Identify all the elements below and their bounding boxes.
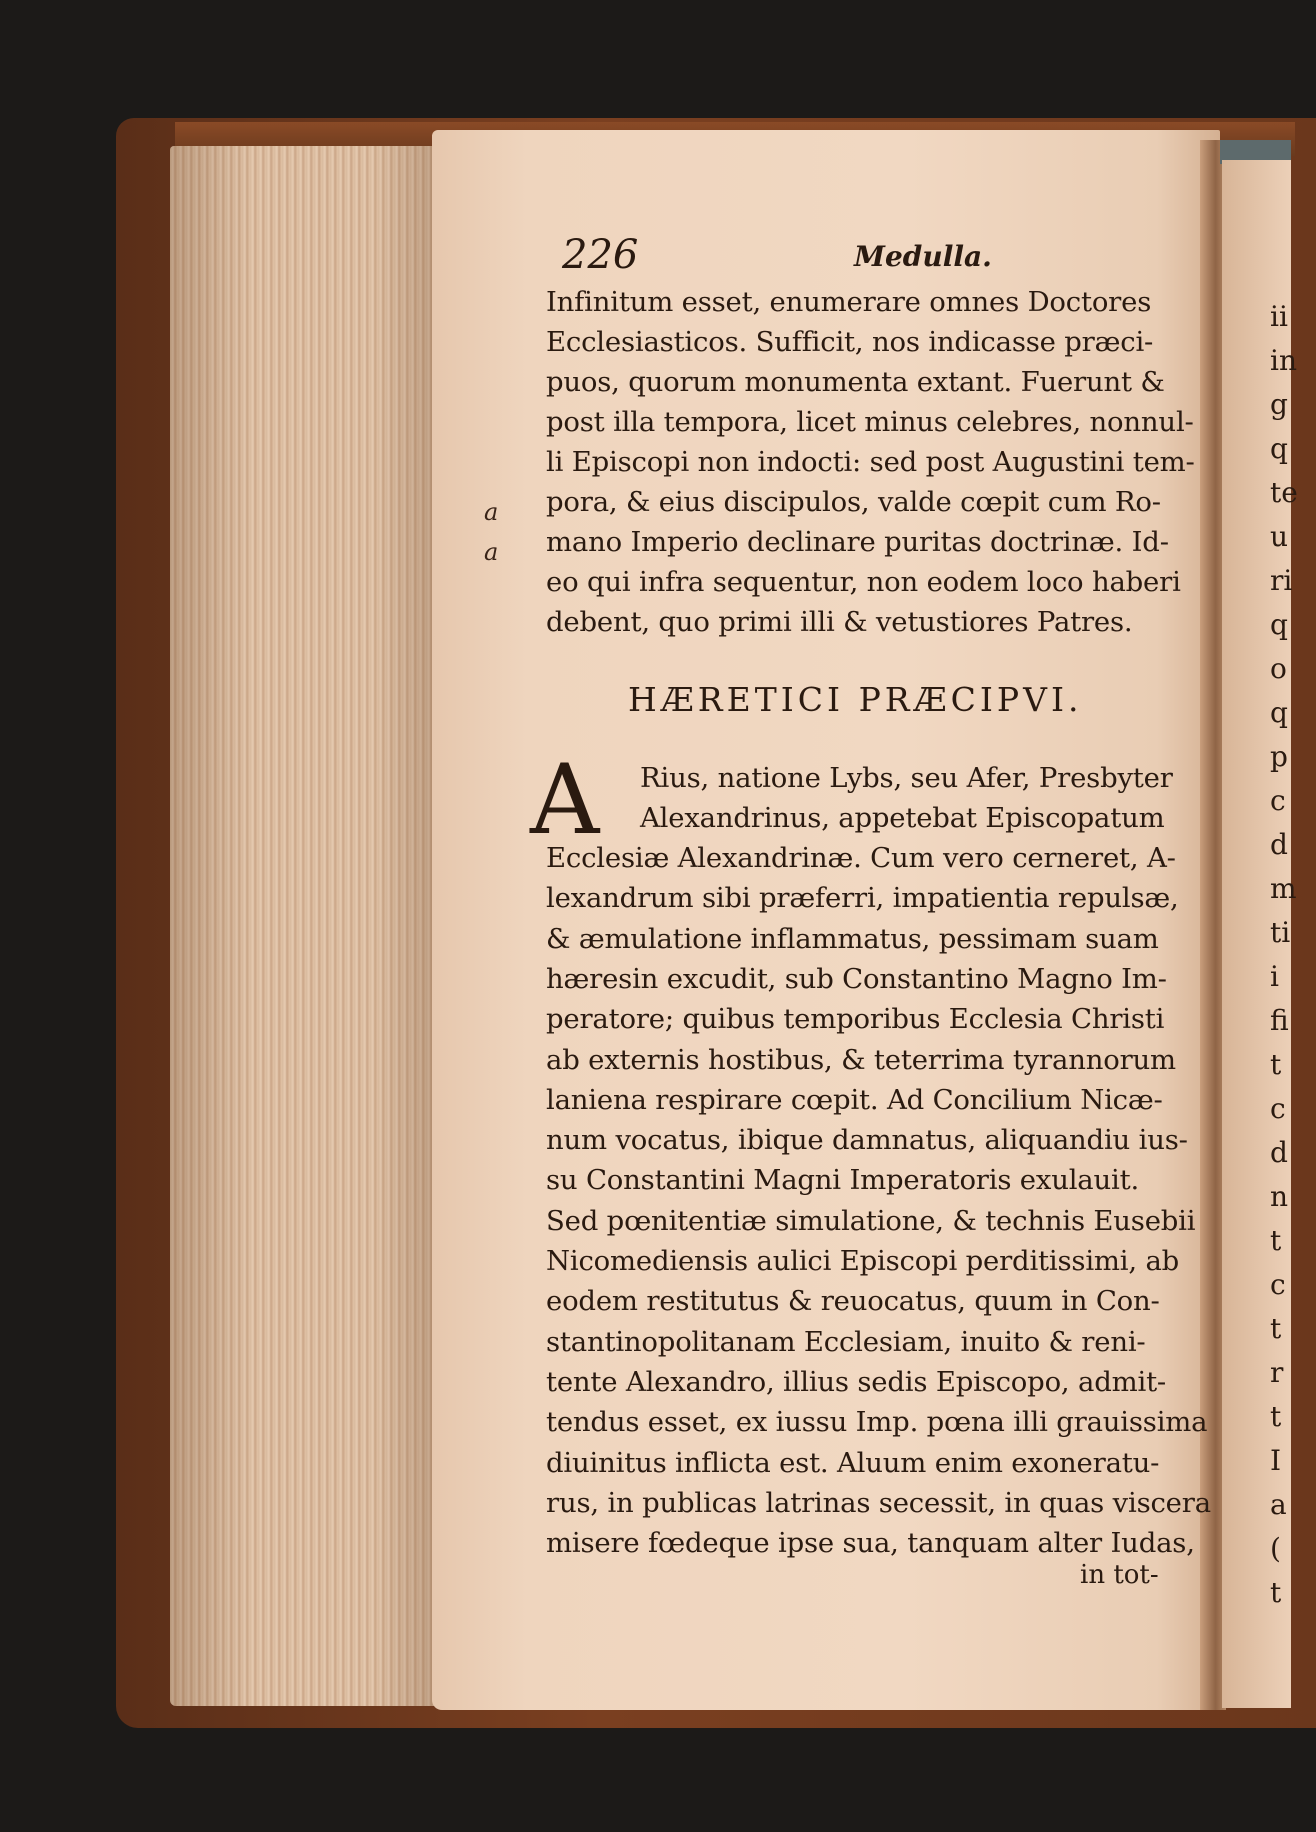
facing-page-fragment: o (1270, 652, 1287, 685)
facing-page-fragment: ( (1270, 1532, 1281, 1565)
facing-page-fragment: c (1270, 1268, 1286, 1301)
margin-note: a (484, 538, 499, 566)
text-line: puos, quorum monumenta extant. Fuerunt & (546, 366, 1165, 398)
text-line: Alexandrinus, appetebat Episcopatum (640, 802, 1165, 834)
text-line: post illa tempora, licet minus celebres, nonnul- (546, 406, 1194, 438)
text-line: diuinitus inflicta est. Aluum enim exoneratu- (546, 1446, 1160, 1479)
text-line: peratore; quibus temporibus Ecclesia Christi (546, 1003, 1165, 1036)
page-number: 226 (562, 232, 639, 278)
facing-page-fragment: n (1270, 1180, 1289, 1213)
text-line: debent, quo primi illi & vetustiores Patres. (546, 606, 1133, 638)
text-line: laniena respirare cœpit. Ad Concilium Nicæ- (546, 1083, 1163, 1116)
text-line: Ecclesiasticos. Sufficit, nos indicasse præci- (546, 326, 1154, 358)
text-line: su Constantini Magni Imperatoris exulauit. (546, 1164, 1139, 1197)
page-edges-shade (170, 146, 440, 1706)
margin-note: a (484, 498, 499, 526)
facing-page-fragment: ii (1270, 300, 1288, 333)
text-line: mano Imperio declinare puritas doctrinæ. Id- (546, 526, 1169, 558)
facing-page-fragment: in (1270, 344, 1297, 377)
running-head: Medulla. (854, 240, 992, 273)
facing-page-fragment: I (1270, 1444, 1282, 1477)
facing-page-fragment: i (1270, 960, 1279, 993)
text-line: tente Alexandro, illius sedis Episcopo, admit- (546, 1365, 1167, 1398)
facing-page-fragment: ri (1270, 564, 1293, 597)
text-line: num vocatus, ibique damnatus, aliquandiu ius- (546, 1124, 1188, 1157)
facing-page-fragment: q (1270, 696, 1288, 729)
text-line: tendus esset, ex iussu Imp. pœna illi grauissima (546, 1406, 1208, 1439)
text-line: misere fœdeque ipse sua, tanquam alter Iudas, (546, 1527, 1195, 1560)
facing-page-fragment: t (1270, 1576, 1282, 1609)
text-line: & æmulatione inflammatus, pessimam suam (546, 922, 1159, 955)
facing-page-fragment: d (1270, 828, 1288, 861)
facing-page-fragment: u (1270, 520, 1289, 553)
facing-page-fragment: m (1270, 872, 1297, 905)
facing-page-fragment: t (1270, 1312, 1282, 1345)
facing-page-fragment: g (1270, 388, 1288, 421)
text-line: stantinopolitanam Ecclesiam, inuito & reni- (546, 1325, 1146, 1358)
facing-page-fragment: ti (1270, 916, 1291, 949)
facing-page-fragment: fi (1270, 1004, 1289, 1037)
text-line: Rius, natione Lybs, seu Afer, Presbyter (640, 762, 1173, 794)
text-line: lexandrum sibi præferri, impatientia repulsæ, (546, 882, 1179, 915)
section-heading: HÆRETICI PRÆCIPVI. (628, 680, 1083, 719)
text-line: eodem restitutus & reuocatus, quum in Con- (546, 1285, 1160, 1318)
facing-page-fragment: a (1270, 1488, 1287, 1521)
text-line: Nicomediensis aulici Episcopi perditissimi, ab (546, 1245, 1180, 1277)
text-line: Infinitum esset, enumerare omnes Doctores (546, 286, 1152, 318)
text-line: pora, & eius discipulos, valde cœpit cum Ro- (546, 486, 1161, 518)
text-line: eo qui infra sequentur, non eodem loco haberi (546, 566, 1181, 598)
facing-page-fragment: te (1270, 476, 1298, 509)
text-line: Ecclesiæ Alexandrinæ. Cum vero cerneret, A- (546, 842, 1176, 874)
facing-page-fragment: c (1270, 784, 1286, 817)
facing-page-fragment: t (1270, 1224, 1282, 1257)
facing-page-fragment: q (1270, 432, 1288, 465)
facing-page-fragment: q (1270, 608, 1288, 641)
catchword: in tot- (1080, 1560, 1159, 1590)
facing-page-fragment: p (1270, 740, 1288, 773)
facing-page-fragment: t (1270, 1400, 1282, 1433)
facing-page-fragment: r (1270, 1356, 1284, 1389)
text-line: Sed pœnitentiæ simulatione, & technis Eusebii (546, 1204, 1196, 1237)
text-line: rus, in publicas latrinas secessit, in quas viscera (546, 1486, 1211, 1519)
drop-cap: A (530, 744, 600, 856)
facing-page-fragment: d (1270, 1136, 1288, 1169)
text-line: hæresin excudit, sub Constantino Magno Im- (546, 962, 1167, 995)
text-line: ab externis hostibus, & teterrima tyrannorum (546, 1043, 1176, 1076)
facing-page-fragment: t (1270, 1048, 1282, 1081)
facing-page-fragment: c (1270, 1092, 1286, 1125)
text-line: li Episcopi non indocti: sed post Augustini tem- (546, 446, 1195, 478)
